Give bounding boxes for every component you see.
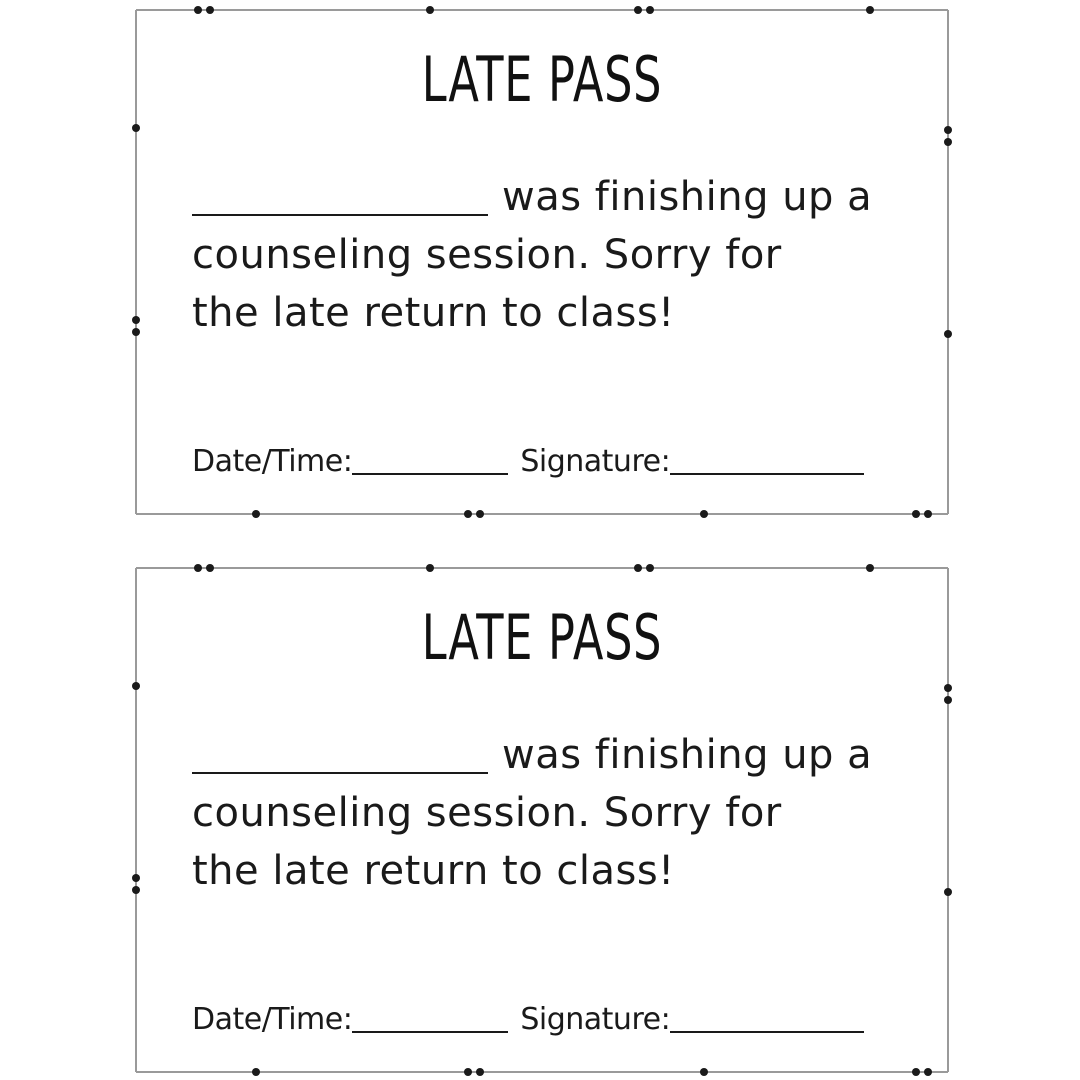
date-time-label: Date/Time: <box>192 444 353 479</box>
pass-footer <box>192 440 922 484</box>
message-line-2: counseling session. Sorry for <box>192 790 782 836</box>
message-line-2: counseling session. Sorry for <box>192 232 782 278</box>
pass-message <box>192 168 932 342</box>
message-line-1: was finishing up a <box>502 732 873 778</box>
pass-message <box>192 726 932 900</box>
pass-title: LATE PASS <box>421 43 663 116</box>
signature-label: Signature: <box>520 444 671 479</box>
student-name-blank <box>192 732 488 774</box>
signature-blank <box>670 1001 864 1033</box>
signature-label: Signature: <box>520 1002 671 1037</box>
message-line-3: the late return to class! <box>192 848 675 894</box>
signature-blank <box>670 443 864 475</box>
message-line-1: was finishing up a <box>502 174 873 220</box>
pass-footer <box>192 998 922 1042</box>
date-time-label: Date/Time: <box>192 1002 353 1037</box>
date-time-blank <box>352 1001 508 1033</box>
late-pass-card <box>136 10 948 514</box>
date-time-blank <box>352 443 508 475</box>
student-name-blank <box>192 174 488 216</box>
message-line-3: the late return to class! <box>192 290 675 336</box>
late-pass-card <box>136 568 948 1072</box>
pass-title: LATE PASS <box>421 601 663 674</box>
